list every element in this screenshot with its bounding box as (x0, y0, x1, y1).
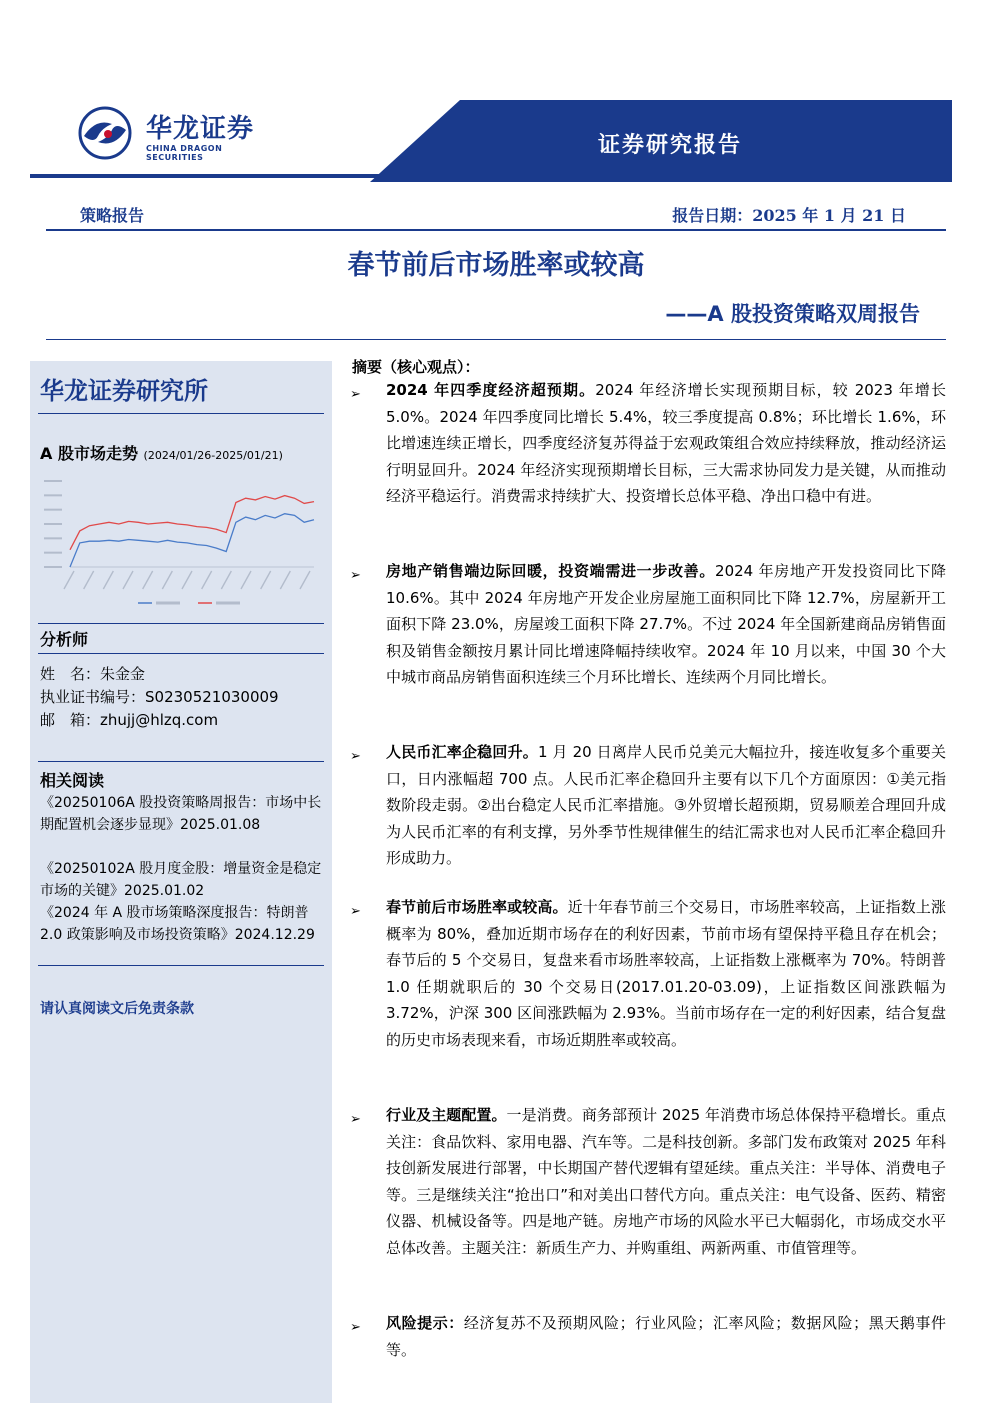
divider (46, 339, 946, 340)
summary-item-lead: 行业及主题配置。 (386, 1106, 507, 1124)
market-trend-chart (38, 471, 324, 613)
bullet-arrow-icon: ➢ (350, 1320, 361, 1335)
divider (38, 761, 324, 762)
summary-item-lead: 人民币汇率企稳回升。 (386, 743, 538, 761)
bullet-arrow-icon: ➢ (350, 749, 361, 764)
page-title: 春节前后市场胜率或较高 (347, 250, 645, 281)
summary-item (386, 1102, 946, 1261)
summary-item-text: 2024 年房地产开发投资同比下降 10.6%。其中 2024 年房地产开发企业房屋施工面积同比下降 12.7%，房屋新开工面积下降 23.0%，房屋竣工面积下降 27.7%。不过 2024 年全国新建商品房销售面积及销售金额按月累计同比增速降幅持续收窄。2024 年 10 月以来，中国 30 个大中城市商品房销售面积连续三个月环比增长、连续两个月同比增长。 (386, 562, 946, 686)
summary-item-lead: 2024 年四季度经济超预期。 (386, 381, 596, 399)
y-tick-mark (44, 509, 62, 511)
bullet-arrow-icon: ➢ (350, 904, 361, 919)
trend-label: A 股市场走势 (40, 444, 138, 463)
analyst-heading: 分析师 (40, 630, 89, 649)
y-tick-mark (44, 537, 62, 539)
legend-label-mark (156, 602, 180, 605)
divider (38, 653, 324, 654)
summary-item-text: 近十年春节前三个交易日，市场胜率较高，上证指数上涨概率为 80%，叠加近期市场存在的利好因素，节前市场有望保持平稳且存在机会；春节后的 5 个交易日，复盘来看市场胜率较高，上证指数上涨概率为 70%。特朗普 1.0 任期就职后的 30 个交易日(2017.01.20-03.09)，上证指数区间涨跌幅为 3.72%，沪深 300 区间涨跌幅为 2.93%。当前市场存在一定的利好因素，结合复盘的历史市场表现来看，市场近期胜率或较高。 (386, 898, 946, 1049)
report-date: 报告日期：2025 年 1 月 21 日 (672, 206, 906, 225)
y-tick-mark (44, 480, 62, 482)
summary-item-text: 1 月 20 日离岸人民币兑美元大幅拉升，接连收复多个重要关口，日内涨幅超 700 点。人民币汇率企稳回升主要有以下几个方面原因：①美元指数阶段走弱。②出台稳定人民币汇率措施。③外贸增长超预期，贸易顺差合理回升成为人民币汇率的有利支撑，另外季节性规律催生的结汇需求也对人民币汇率企稳回升形成助力。 (386, 743, 946, 867)
y-tick-mark (44, 523, 62, 525)
company-logo (78, 104, 278, 160)
banner-title: 证券研究报告 (598, 132, 743, 158)
summary-item-lead: 春节前后市场胜率或较高。 (386, 898, 568, 916)
logo-text-en: CHINA DRAGON SECURITIES (146, 144, 223, 162)
trend-range: (2024/01/26-2025/01/21) (143, 449, 283, 462)
bullet-arrow-icon: ➢ (350, 1112, 361, 1127)
legend-label-mark (216, 602, 240, 605)
analyst-cert: 执业证书编号：S0230521030009 (40, 688, 279, 706)
related-link[interactable]: 《20250106A 股投资策略周报告：市场中长期配置机会逐步显现》2025.01.08 (40, 795, 322, 833)
dragon-logo-icon (78, 106, 132, 160)
related-link[interactable]: 《2024 年 A 股市场策略深度报告：特朗普 2.0 政策影响及市场投资策略》2024.12.29 (40, 905, 315, 943)
y-tick-mark (44, 552, 62, 554)
summary-item (386, 739, 946, 872)
y-tick-mark (44, 566, 62, 568)
summary-item-text: 2024 年经济增长实现预期目标，较 2023 年增长 5.0%。2024 年四季度同比增长 5.4%，较三季度提高 0.8%；环比增长 1.6%，环比增速连续正增长，四季度经济复苏得益于宏观政策组合效应持续释放，推动经济运行明显回升。2024 年经济实现预期增长目标，三大需求协同发力是关键，从而推动经济平稳运行。消费需求持续扩大、投资增长总体平稳、净出口稳中有进。 (386, 381, 946, 505)
trend-heading (40, 441, 283, 464)
logo-text-cn: 华龙证券 (146, 114, 255, 144)
bullet-arrow-icon: ➢ (350, 387, 361, 402)
summary-item (386, 1310, 946, 1363)
y-tick-mark (44, 494, 62, 496)
summary-item-text: 一是消费。商务部预计 2025 年消费市场总体保持平稳增长。重点关注：食品饮料、家用电器、汽车等。二是科技创新。多部门发布政策对 2025 年科技创新发展进行部署，中长期国产替代逻辑有望延续。重点关注：半导体、消费电子等。三是继续关注“抢出口”和对美出口替代方向。重点关注：电气设备、医药、精密仪器、机械设备等。四是地产链。房地产市场的风险水平已大幅弱化，市场成交水平总体改善。主题关注：新质生产力、并购重组、两新两重、市值管理等。 (386, 1106, 946, 1257)
disclaimer-note: 请认真阅读文后免责条款 (40, 1001, 194, 1017)
summary-heading: 摘要（核心观点）： (352, 358, 480, 376)
summary-item (386, 558, 946, 691)
page-subtitle: ——A 股投资策略双周报告 (665, 302, 920, 326)
related-heading: 相关阅读 (40, 771, 105, 790)
divider (38, 413, 324, 414)
divider (38, 965, 324, 966)
summary-item-lead: 房地产销售端边际回暖，投资端需进一步改善。 (386, 562, 716, 580)
divider (38, 623, 324, 624)
sidebar (30, 361, 332, 1403)
summary-item-text: 经济复苏不及预期风险；行业风险；汇率风险；数据风险；黑天鹅事件等。 (386, 1314, 946, 1359)
related-link[interactable]: 《20250102A 股月度金股：增量资金是稳定市场的关键》2025.01.02 (40, 861, 322, 899)
analyst-name: 姓 名：朱金金 (40, 665, 146, 683)
analyst-email[interactable]: 邮 箱：zhujj@hlzq.com (40, 711, 219, 729)
report-type: 策略报告 (80, 206, 145, 225)
institute-name: 华龙证券研究所 (40, 377, 208, 405)
summary-item (386, 377, 946, 510)
summary-item-lead: 风险提示： (386, 1314, 464, 1332)
divider (46, 229, 946, 231)
summary-item (386, 894, 946, 1053)
bullet-arrow-icon: ➢ (350, 568, 361, 583)
